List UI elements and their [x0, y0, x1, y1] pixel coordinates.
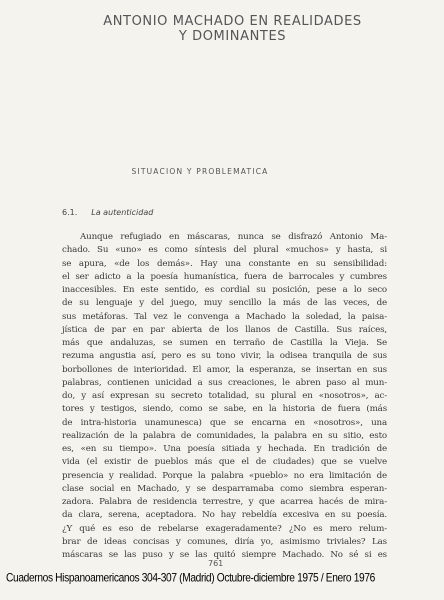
body-line: chado. Su «uno» es como síntesis del plural «muchos» y hasta, si	[62, 245, 387, 256]
page-number: 761	[208, 559, 224, 568]
body-line: se apura, «de los demás». Hay una constante en su sensibilidad:	[62, 258, 387, 269]
body-line: palabras, contienen unicidad a sus creaciones, le abren paso al mun-	[62, 377, 387, 388]
body-line: de su lenguaje y del juego, muy sencillo la más de las veces, de	[62, 298, 387, 309]
body-line: jística de par en par abierta de los llanos de Castilla. Sus raíces,	[62, 324, 387, 335]
journal-footer: Cuadernos Hispanoamericanos 304-307 (Madrid) Octubre-diciembre 1975 / Enero 1976	[6, 572, 375, 586]
body-line: clase social en Machado, y se desparramaba como siembra esperan-	[62, 483, 387, 494]
body-line: de intra-historia unamunesca) que se encarna en «nosotros», una	[62, 417, 387, 428]
body-line: realización de la palabra de comunidades, la palabra en su sitio, esto	[62, 430, 387, 441]
body-line: más que andaluzas, se sumen en terraño de Castilla la Vieja. Se	[62, 338, 387, 348]
body-line: rezuma angustia así, pero es su tono vivir, la odisea tranquila de sus	[62, 351, 387, 362]
body-line: da clara, serena, aceptadora. No hay rebeldía excesiva en su poesía.	[62, 510, 387, 521]
body-line: máscaras se las puso y se las quitó siempre Machado. No sé si es	[62, 550, 387, 560]
body-line: el ser adicto a la poesía humanística, fuera de barrocales y cumbres	[62, 271, 387, 282]
body-line: presencia y realidad. Porque la palabra «pueblo» no era limitación de	[62, 470, 387, 481]
body-text	[62, 231, 387, 562]
article-title-line-2: Y DOMINANTES	[178, 29, 287, 44]
body-line: inaccesibles. En este sentido, es cordial su posición, pese a lo seco	[62, 285, 387, 295]
body-line: tores y testigos, siendo, como se sabe, en la historia de fuera (más	[62, 404, 387, 415]
body-line: zadora. Palabra de residencia terrestre, y que acarrea hacés de mira-	[62, 497, 387, 507]
subsection-number: 6.1.	[62, 208, 78, 217]
subsection-heading	[62, 208, 153, 217]
body-line: sus metáforas. Tal vez le convenga a Machado la soledad, la paisa-	[62, 311, 387, 322]
article-title	[100, 14, 365, 44]
body-line: do, y así expresan su secreto totalidad, su plural en «nosotros», ac-	[62, 391, 387, 401]
body-line: borbollones de interioridad. El amor, la esperanza, se insertan en sus	[62, 364, 387, 375]
body-line: Aunque refugiado en máscaras, nunca se disfrazó Antonio Ma-	[80, 232, 387, 242]
section-heading: SITUACION Y PROBLEMATICA	[131, 167, 269, 176]
body-line: brar de ideas concisas y comunes, diría yo, asimismo triviales? Las	[62, 536, 387, 547]
body-line: es, «en su tiempo». Una poesía sitiada y hechada. En tradición de	[62, 444, 387, 454]
body-line: ¿Y qué es eso de rebelarse exageradamente? ¿No es mero relum-	[62, 523, 387, 534]
body-line: vida (el existir de pueblos más que el de ciudades) que se vuelve	[62, 457, 387, 468]
article-title-line-1: ANTONIO MACHADO EN REALIDADES	[103, 14, 362, 29]
subsection-title: La autenticidad	[91, 208, 154, 217]
